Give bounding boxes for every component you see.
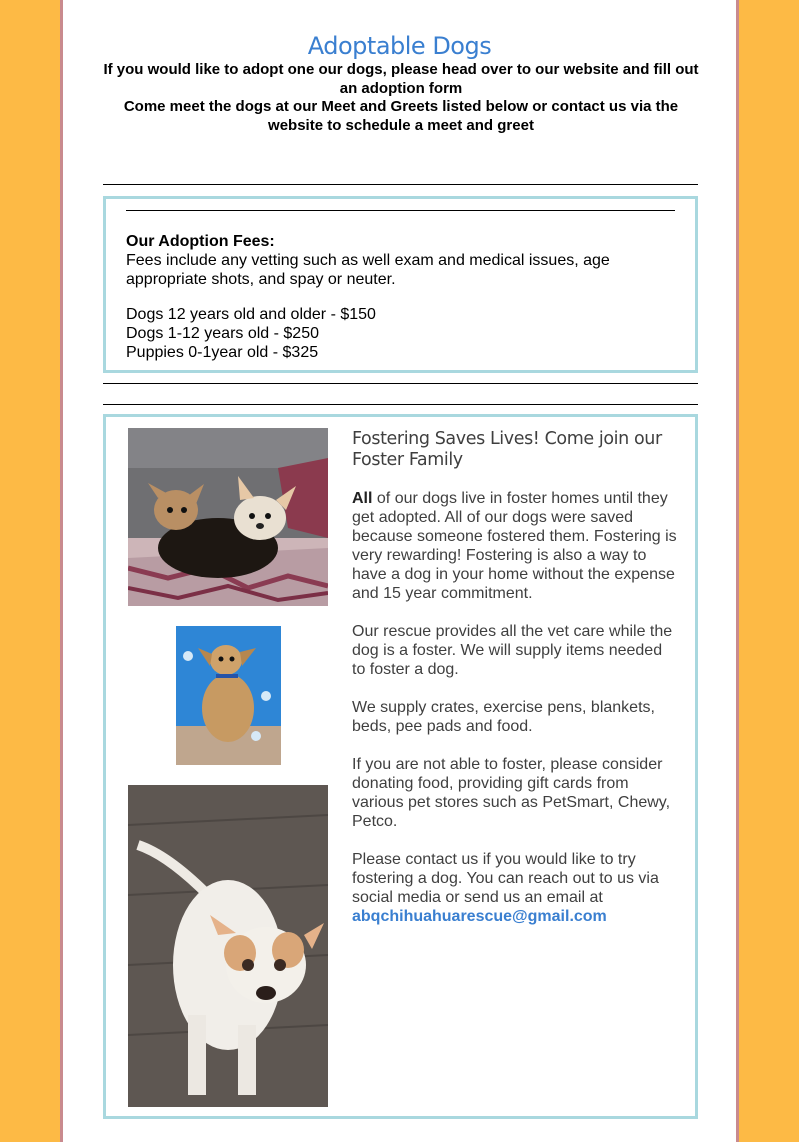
fees-heading: Our Adoption Fees: — [126, 233, 275, 250]
foster-paragraph — [352, 489, 677, 603]
fee-item: Dogs 12 years old and older - $150 — [126, 306, 376, 323]
foster-emphasis: All — [352, 490, 373, 507]
dog-photo-puppy — [176, 626, 281, 765]
dog-photo-two-chihuahuas — [128, 428, 328, 606]
intro-line-meet: Come meet the dogs at our Meet and Greets listed below or contact us via the website to schedule a meet and greet — [123, 98, 679, 134]
foster-contact-text: Please contact us if you would like to try fostering a dog. You can reach out to us via social media or send us an email at — [352, 851, 659, 906]
fee-item: Puppies 0-1year old - $325 — [126, 344, 319, 361]
dog-photo-white-chihuahua — [128, 785, 328, 1107]
fee-item: Dogs 1-12 years old - $250 — [126, 325, 319, 342]
newsletter-page — [60, 0, 739, 1142]
divider — [103, 404, 698, 405]
foster-paragraph: We supply crates, exercise pens, blankets, beds, pee pads and food. — [352, 699, 655, 735]
fees-description: Fees include any vetting such as well exam and medical issues, age appropriate shots, and spay or neuter. — [126, 252, 610, 288]
email-link[interactable]: abqchihuahuarescue@gmail.com — [352, 908, 607, 925]
adoption-fees-box — [103, 196, 698, 373]
foster-body — [352, 489, 677, 945]
page-title: Adoptable Dogs — [307, 32, 492, 60]
foster-paragraph: Our rescue provides all the vet care while the dog is a foster. We will supply items needed to foster a dog. — [352, 623, 673, 678]
divider — [126, 210, 675, 211]
foster-heading: Fostering Saves Lives! Come join our Foster Family — [352, 429, 662, 470]
divider — [103, 383, 698, 384]
foster-paragraph: If you are not able to foster, please consider donating food, providing gift cards from various pet stores such as PetSmart, Chewy, Petco. — [352, 756, 671, 830]
intro-text — [99, 61, 703, 135]
divider — [103, 184, 698, 185]
intro-line-adopt: If you would like to adopt one our dogs, please head over to our website and fill out an adoption form — [103, 61, 699, 97]
foster-paragraph — [352, 850, 677, 926]
foster-box — [103, 414, 698, 1119]
foster-paragraph-text: of our dogs live in foster homes until they get adopted. All of our dogs were saved because someone fostered them. Fostering is very rewarding! Fostering is also a way to have a dog in your home without the expense and 15 year commitment. — [352, 490, 677, 602]
